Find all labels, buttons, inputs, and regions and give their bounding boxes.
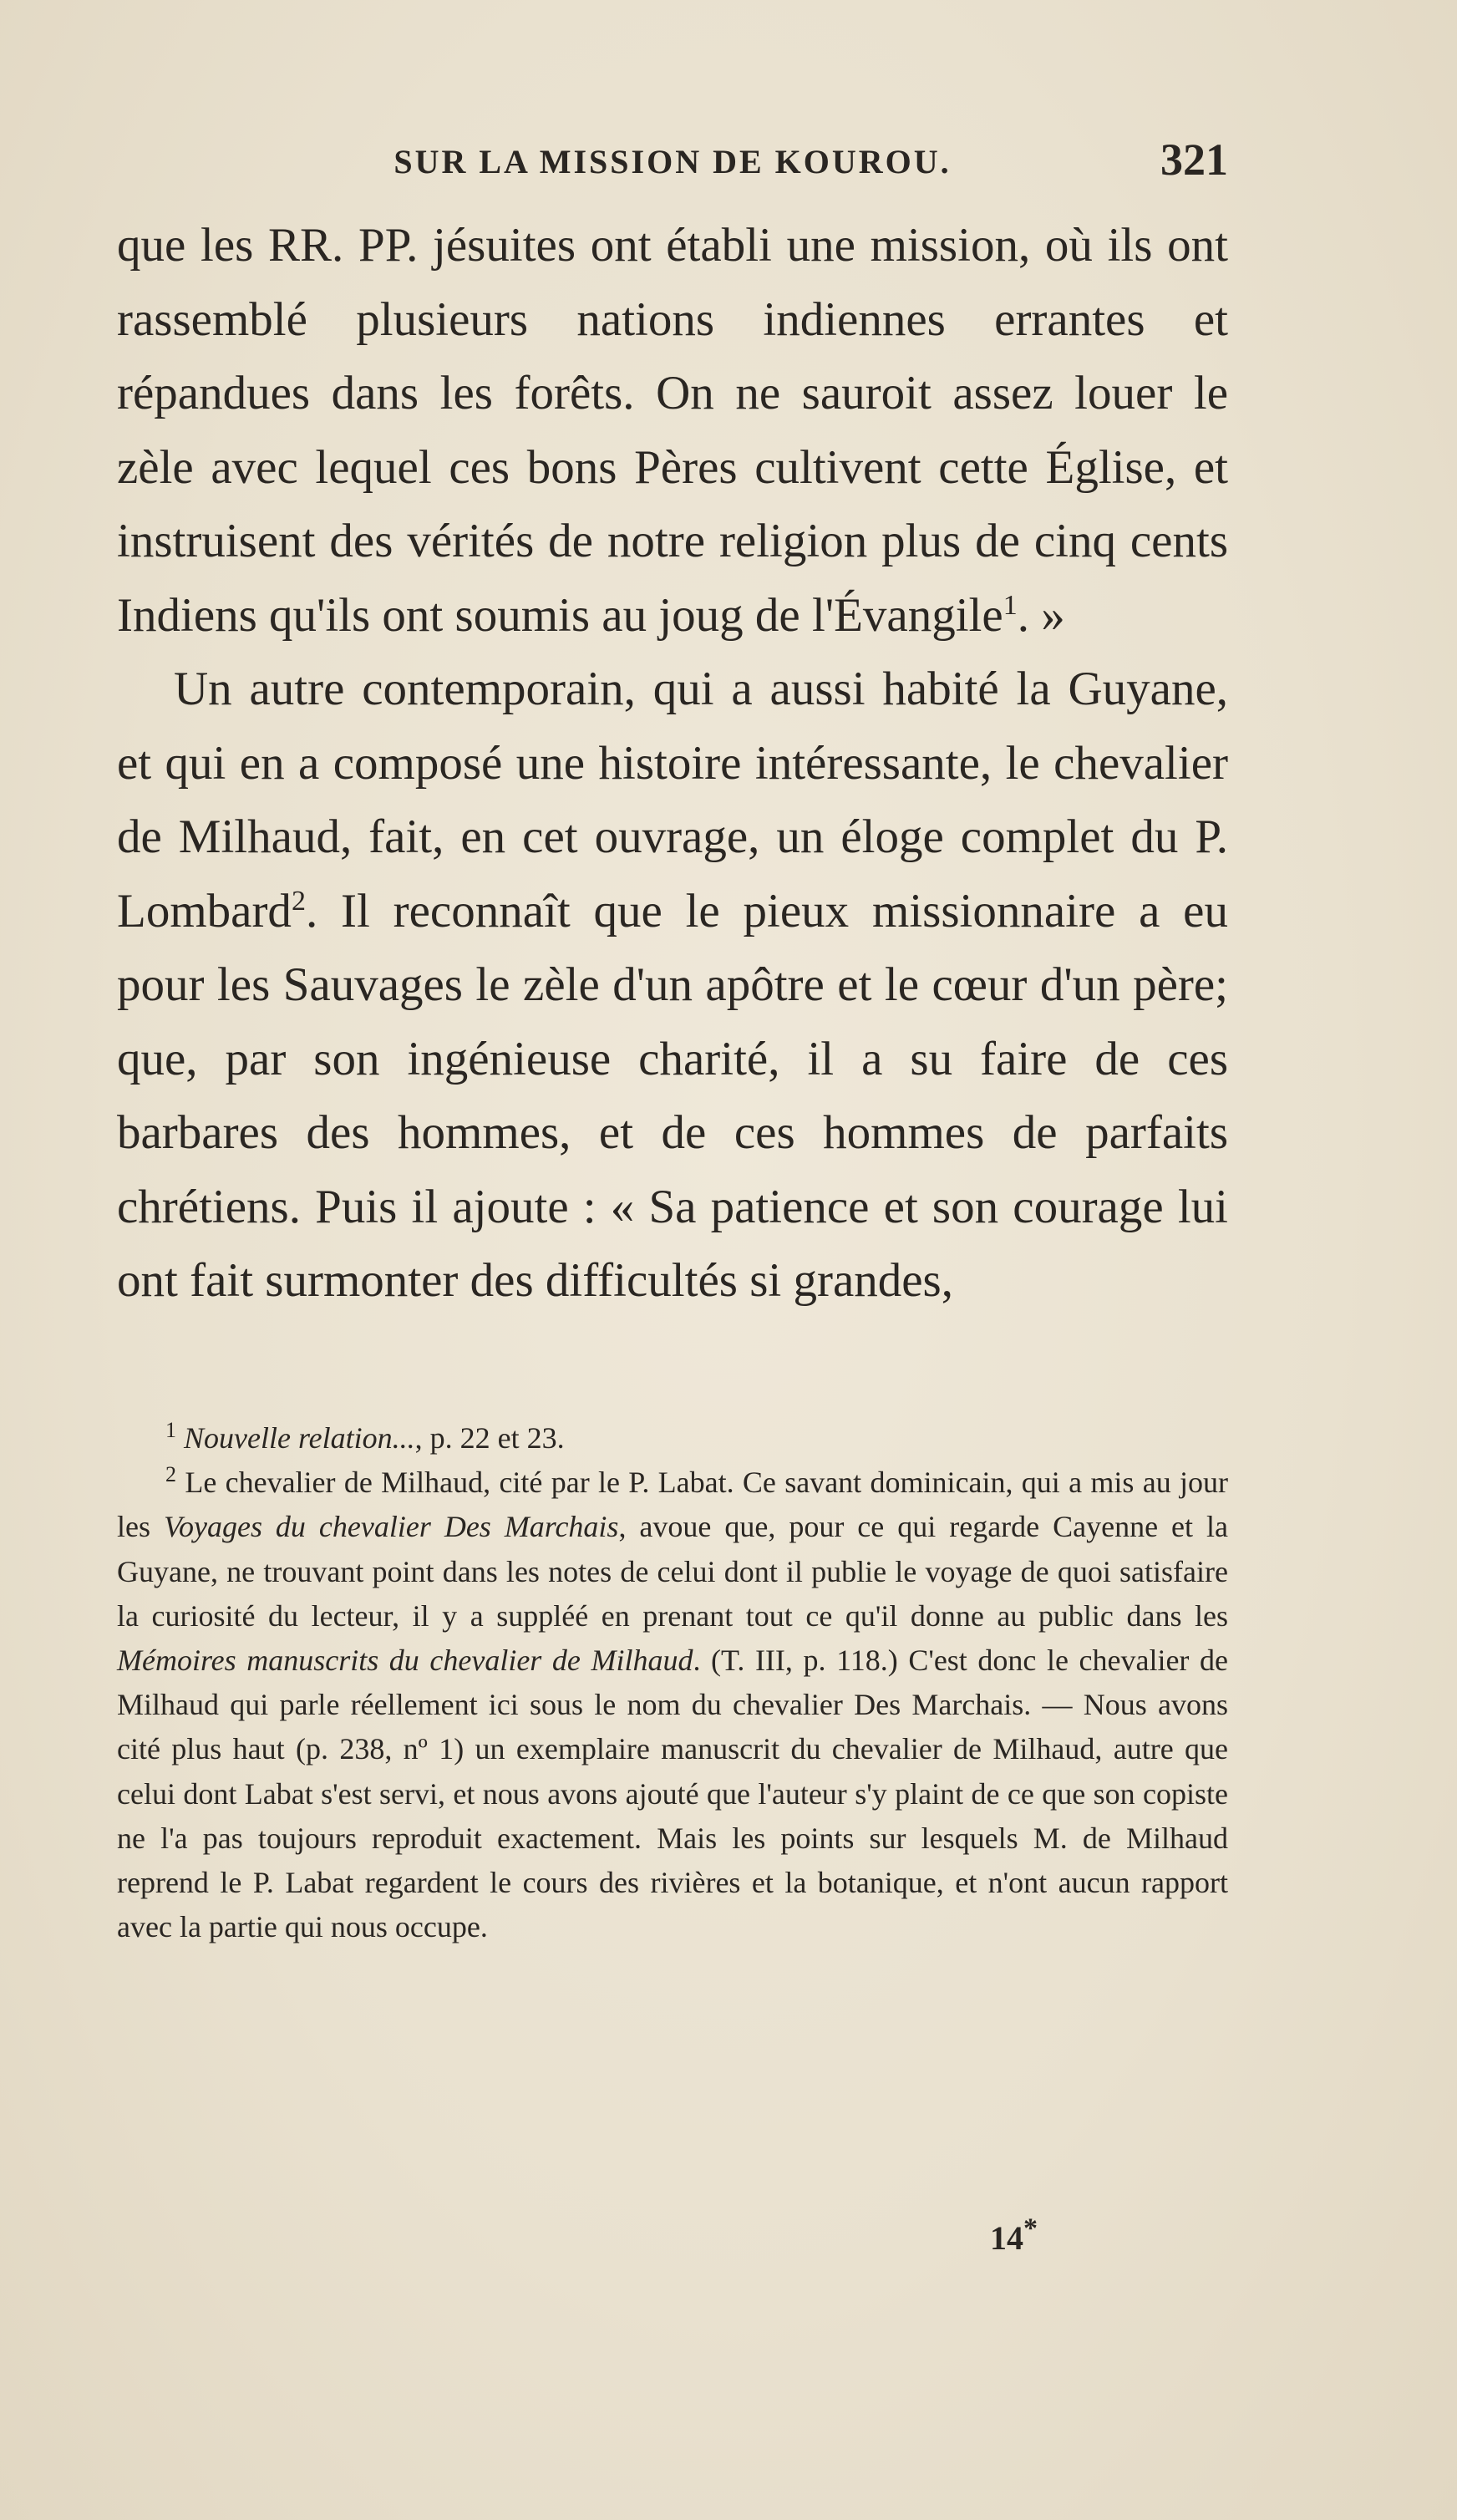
paragraph-1 (117, 209, 1228, 653)
page-header (117, 125, 1228, 184)
running-head: SUR LA MISSION DE KOUROU. (393, 143, 952, 180)
footnote-ref-1: 1 (1003, 589, 1018, 621)
footnote-2-text-b: , avoue que, pour ce qui regarde Cayenne et la Guyane, ne trouvant point dans les notes de celui dont il publie le voyage de quoi satisfaire la curiosité du lecteur, il y a suppléé en prenant tout ce qu'il donne au public dans les (117, 1510, 1228, 1633)
signature-number: 14 (990, 2219, 1023, 2257)
footnote-2-title-1: Voyages du chevalier Des Marchais (163, 1510, 619, 1544)
footnote-2 (117, 1461, 1228, 1949)
paragraph-1-end: . » (1017, 588, 1065, 642)
footnote-ref-2: 2 (291, 885, 306, 917)
footnote-2-number: 2 (165, 1462, 176, 1487)
footnote-2-text-a: Le chevalier de Milhaud, cité par le P. Labat. Ce savant dominicain, qui a mis au jour les (117, 1466, 1229, 1544)
footnote-1-title: Nouvelle relation... (184, 1421, 415, 1455)
footnotes (117, 1416, 1228, 1949)
paragraph-2-text-a: Un autre contemporain, qui a aussi habité la Guyane, et qui en a composé une histoire intéressante, le chevalier de Milhaud, fait, en cet ouvrage, un éloge complet du P. Lombard (117, 663, 1228, 937)
footnote-1 (117, 1416, 1228, 1461)
footnote-1-rest: , p. 22 et 23. (414, 1421, 565, 1455)
paragraph-2 (117, 653, 1228, 1318)
footnote-2-text-c: . (T. III, p. 118.) C'est donc le chevalier de Milhaud qui parle réellement ici sous le nom du chevalier Des Marchais. — Nous avons cité plus haut (p. 238, nº 1) un exemplaire manuscrit du chevalier de Milhaud, autre que celui dont Labat s'est servi, et nous avons ajouté que l'auteur s'y plaint de ce que son copiste ne l'a pas toujours reproduit exactement. Mais les points sur lesquels M. de Milhaud reprend le P. Labat regardent le cours des rivières et la botanique, et n'ont aucun rapport avec la partie qui nous occupe. (117, 1644, 1228, 1944)
paragraph-2-text-b: . Il reconnaît que le pieux missionnaire a eu pour les Sauvages le zèle d'un apôtre et le cœur d'un père; que, par son ingénieuse charité, il a su faire de ces barbares des hommes, et de ces hommes de parfaits chrétiens. Puis il ajoute : « Sa patience et son courage lui ont fait surmonter des difficultés si grandes, (117, 884, 1228, 1307)
page-number: 321 (1160, 135, 1228, 185)
signature-mark (990, 2213, 1038, 2258)
footnote-2-title-2: Mémoires manuscrits du chevalier de Milhaud (117, 1644, 693, 1678)
paragraph-1-text: que les RR. PP. jésuites ont établi une mission, où ils ont rassemblé plusieurs nations indiennes errantes et répandues dans les forêts. On ne sauroit assez louer le zèle avec lequel ces bons Pères cultivent cette Église, et instruisent des vérités de notre religion plus de cinq cents Indiens qu'ils ont soumis au joug de l'Évangile (117, 219, 1228, 642)
footnote-1-number: 1 (165, 1418, 176, 1442)
main-text (117, 209, 1228, 1318)
signature-star: * (1023, 2213, 1038, 2244)
